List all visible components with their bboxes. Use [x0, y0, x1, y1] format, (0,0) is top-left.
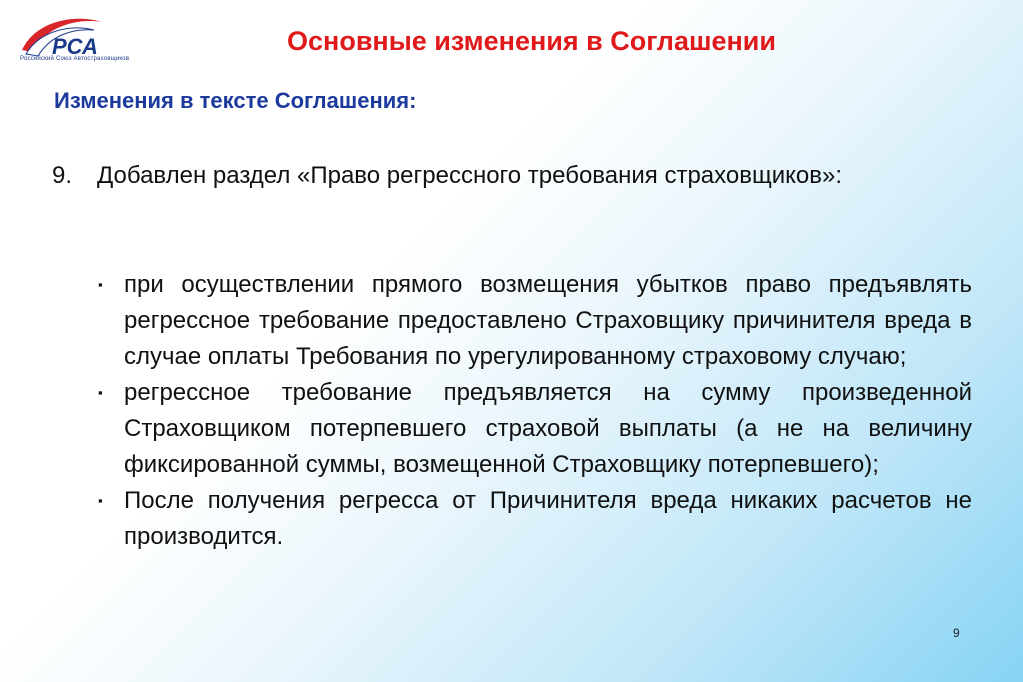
list-item [98, 483, 972, 555]
bullet-text: регрессное требование предъявляется на сумму произведенной Страховщиком потерпевшего страховой выплаты (а не на величину фиксированной суммы, возмещенной Страховщику потерпевшего); [124, 379, 972, 478]
bullet-text: После получения регресса от Причинителя вреда никаких расчетов не производится. [124, 487, 972, 550]
svg-text:РСА: РСА [52, 34, 98, 59]
bullet-icon: ▪ [98, 493, 103, 508]
page-number: 9 [953, 626, 960, 640]
item-text: Добавлен раздел «Право регрессного требования страховщиков»: [97, 162, 843, 189]
bullet-list [98, 267, 972, 555]
list-item [98, 375, 972, 483]
list-item [98, 267, 972, 375]
page-title: Основные изменения в Соглашении [287, 26, 776, 56]
logo-caption: Российский Союз Автостраховщиков [20, 56, 130, 62]
bullet-icon: ▪ [98, 385, 103, 400]
section-subtitle: Изменения в тексте Соглашения: [54, 88, 417, 113]
bullet-text: при осуществлении прямого возмещения убытков право предъявлять регрессное требование предоставлено Страховщику причинителя вреда в случае оплаты Требования по урегулированному страховому случаю; [124, 271, 972, 370]
numbered-item [52, 158, 972, 194]
bullet-icon: ▪ [98, 277, 103, 292]
item-number: 9. [52, 162, 73, 189]
